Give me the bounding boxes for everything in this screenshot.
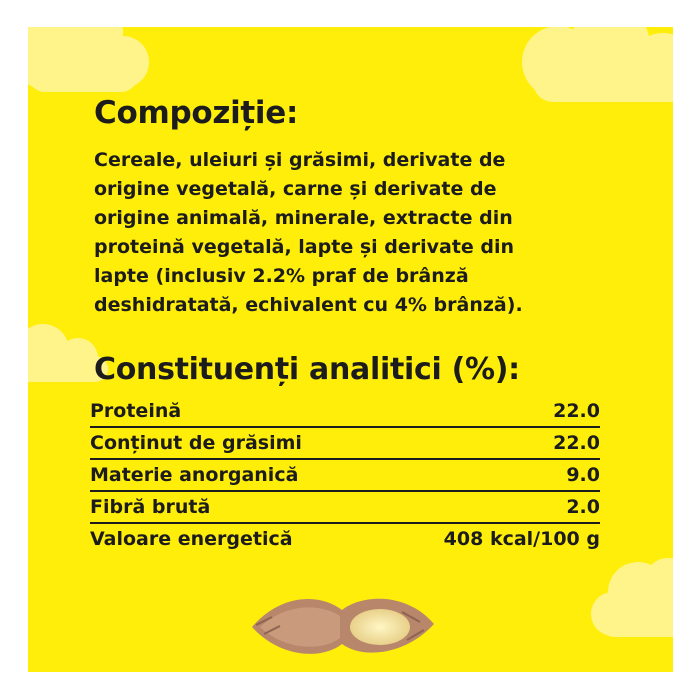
row-name: Fibră brută — [90, 496, 211, 518]
row-name: Conținut de grăsimi — [90, 432, 302, 454]
snack-pillow-image — [242, 582, 442, 667]
table-row — [90, 460, 600, 492]
row-name: Valoare energetică — [90, 528, 293, 550]
row-name: Materie anorganică — [90, 464, 299, 486]
row-value: 408 kcal/100 g — [443, 528, 600, 550]
product-info-panel — [28, 27, 673, 672]
table-row — [90, 524, 600, 556]
composition-line: Cereale, uleiuri și grăsimi, derivate de — [94, 149, 506, 171]
composition-line: origine vegetală, carne și derivate de — [94, 178, 497, 200]
row-value: 22.0 — [553, 400, 600, 422]
composition-text — [94, 146, 654, 320]
composition-line: lapte (inclusiv 2.2% praf de brânză — [94, 265, 469, 287]
composition-line: deshidratată, echivalent cu 4% brânză). — [94, 294, 523, 316]
cloud-icon — [588, 542, 673, 642]
composition-title: Compoziție: — [94, 95, 299, 131]
table-row — [90, 492, 600, 524]
row-value: 2.0 — [566, 496, 600, 518]
analytics-table — [90, 396, 600, 556]
row-value: 22.0 — [553, 432, 600, 454]
row-value: 9.0 — [566, 464, 600, 486]
row-name: Proteină — [90, 400, 182, 422]
analytics-title: Constituenți analitici (%): — [94, 352, 520, 387]
cloud-icon — [518, 27, 673, 117]
composition-line: proteină vegetală, lapte și derivate din — [94, 236, 515, 258]
composition-line: origine animală, minerale, extracte din — [94, 207, 513, 229]
table-row — [90, 428, 600, 460]
table-row — [90, 396, 600, 428]
